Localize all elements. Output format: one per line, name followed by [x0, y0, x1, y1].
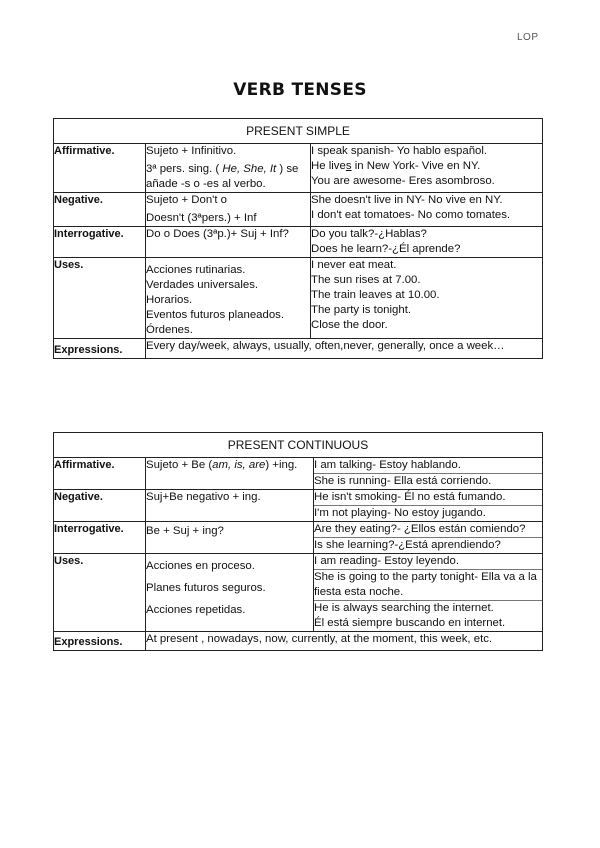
ps-aff-ex2 [311, 159, 542, 174]
ps-interrogative-row [54, 227, 543, 258]
pc-uses-label: Uses. [54, 554, 146, 632]
pc-neg-ex2: I'm not playing- No estoy jugando. [314, 505, 542, 521]
pc-uses-row [54, 554, 543, 632]
ps-expressions-text: Every day/week, always, usually, often,never, generally, once a week… [146, 339, 543, 359]
ps-aff-ex3: You are awesome- Eres asombroso. [311, 175, 495, 187]
pc-use-item: Acciones repetidas. [146, 604, 246, 616]
pc-use-ex1: I am reading- Estoy leyendo. [314, 555, 459, 567]
ps-negative-label: Negative. [54, 193, 146, 227]
ps-affirmative-rule [146, 144, 311, 193]
ps-use-item: Órdenes. [146, 324, 193, 336]
ps-use-item: Verdades universales. [146, 279, 259, 291]
pc-int-ex1: Are they eating?- ¿Ellos están comiendo? [314, 523, 526, 535]
ps-use-example: The sun rises at 7.00. [311, 274, 421, 286]
pc-negative-label: Negative. [54, 490, 146, 522]
pc-aff-rule-c: ) +ing. [265, 459, 298, 471]
ps-use-example: I never eat meat. [311, 259, 397, 271]
ps-aff-ex2-a: He live [311, 160, 346, 172]
ps-uses-examples [311, 258, 543, 339]
present-continuous-heading: PRESENT CONTINUOUS [54, 433, 543, 458]
ps-neg-ex2: I don't eat tomatoes- No como tomates. [311, 209, 511, 221]
pc-affirmative-row [54, 458, 543, 490]
pc-affirmative-rule [146, 458, 314, 490]
pc-negative-examples [314, 490, 543, 522]
ps-int-ex1: Do you talk?-¿Hablas? [311, 228, 427, 240]
ps-negative-examples [311, 193, 543, 227]
pc-aff-rule [146, 458, 313, 473]
pc-use-item: Acciones en proceso. [146, 560, 255, 572]
ps-neg-ex1: She doesn't live in NY- No vive en NY. [311, 194, 503, 206]
ps-expressions-row [54, 339, 543, 359]
present-continuous-table [53, 432, 543, 651]
pc-use-ex3: He is always searching the internet. [314, 600, 542, 616]
ps-affirmative-examples [311, 144, 543, 193]
ps-affirmative-label: Affirmative. [54, 144, 146, 193]
present-simple-heading-row [54, 119, 543, 144]
present-simple-table [53, 118, 543, 359]
ps-aff-rule-line1: Sujeto + Infinitivo. [146, 145, 237, 157]
pc-neg-rule: Suj+Be negativo + ing. [146, 491, 261, 503]
ps-interrogative-label: Interrogative. [54, 227, 146, 258]
pc-interrogative-label: Interrogative. [54, 522, 146, 554]
pc-int-ex2: Is she learning?-¿Está aprendiendo? [314, 537, 542, 553]
pc-affirmative-examples [314, 458, 543, 490]
ps-use-item: Acciones rutinarias. [146, 264, 246, 276]
ps-aff-ex2-suffix: s [345, 160, 352, 172]
pc-expressions-text: At present , nowadays, now, currently, at the moment, this week, etc. [146, 632, 543, 651]
ps-uses-list [146, 258, 311, 339]
pc-use-ex2: She is going to the party tonight- Ella va a la fiesta esta noche. [314, 569, 542, 600]
pc-affirmative-label: Affirmative. [54, 458, 146, 490]
page-title: VERB TENSES [233, 80, 367, 100]
ps-neg-rule-line1: Sujeto + Don't o [146, 194, 228, 206]
pc-expressions-row [54, 632, 543, 651]
pc-interrogative-rule [146, 522, 314, 554]
ps-int-rule-line1: Do o Does (3ªp.)+ Suj + Inf? [146, 228, 289, 240]
ps-affirmative-row [54, 144, 543, 193]
ps-negative-rule [146, 193, 311, 227]
ps-use-item: Horarios. [146, 294, 193, 306]
pc-use-ex4: Él está siempre buscando en internet. [314, 617, 506, 629]
pc-negative-rule [146, 490, 314, 522]
ps-use-item: Eventos futuros planeados. [146, 309, 285, 321]
ps-aff-rule-line3: añade -s o -es al verbo. [146, 178, 266, 190]
pc-aff-ex1: I am talking- Estoy hablando. [314, 459, 461, 471]
ps-aff-ex1: I speak spanish- Yo hablo español. [311, 145, 488, 157]
pc-interrogative-row [54, 522, 543, 554]
ps-expressions-label: Expressions. [54, 339, 146, 359]
ps-negative-row [54, 193, 543, 227]
ps-interrogative-examples [311, 227, 543, 258]
ps-aff-rule-line2-a: 3ª pers. sing. ( [146, 163, 220, 175]
present-simple-heading: PRESENT SIMPLE [54, 119, 543, 144]
ps-aff-rule-line2-pronouns: He, She, It [222, 163, 277, 175]
pc-expressions-label: Expressions. [54, 632, 146, 651]
pc-interrogative-examples [314, 522, 543, 554]
pc-neg-ex1: He isn't smoking- Él no está fumando. [314, 491, 506, 503]
ps-use-example: The train leaves at 10.00. [311, 289, 440, 301]
header-mark: LOP [517, 32, 539, 43]
pc-aff-ex2: She is running- Ella está corriendo. [314, 473, 542, 489]
ps-neg-rule-line2: Doesn't (3ªpers.) + Inf [146, 212, 257, 224]
ps-use-example: Close the door. [311, 319, 388, 331]
pc-int-rule: Be + Suj + ing? [146, 525, 224, 537]
pc-uses-list [146, 554, 314, 632]
pc-aff-rule-a: Sujeto + Be ( [146, 459, 213, 471]
ps-uses-label: Uses. [54, 258, 146, 339]
ps-aff-rule-line2 [146, 162, 310, 177]
pc-use-item: Planes futuros seguros. [146, 582, 266, 594]
ps-uses-row [54, 258, 543, 339]
pc-uses-examples [314, 554, 543, 632]
pc-aff-rule-forms: am, is, are [212, 459, 266, 471]
ps-int-ex2: Does he learn?-¿Él aprende? [311, 243, 461, 255]
ps-aff-rule-line2-c: ) se [279, 163, 299, 175]
pc-negative-row [54, 490, 543, 522]
ps-use-example: The party is tonight. [311, 304, 412, 316]
present-continuous-heading-row [54, 433, 543, 458]
ps-aff-ex2-c: in New York- Vive en NY. [351, 160, 481, 172]
ps-interrogative-rule [146, 227, 311, 258]
